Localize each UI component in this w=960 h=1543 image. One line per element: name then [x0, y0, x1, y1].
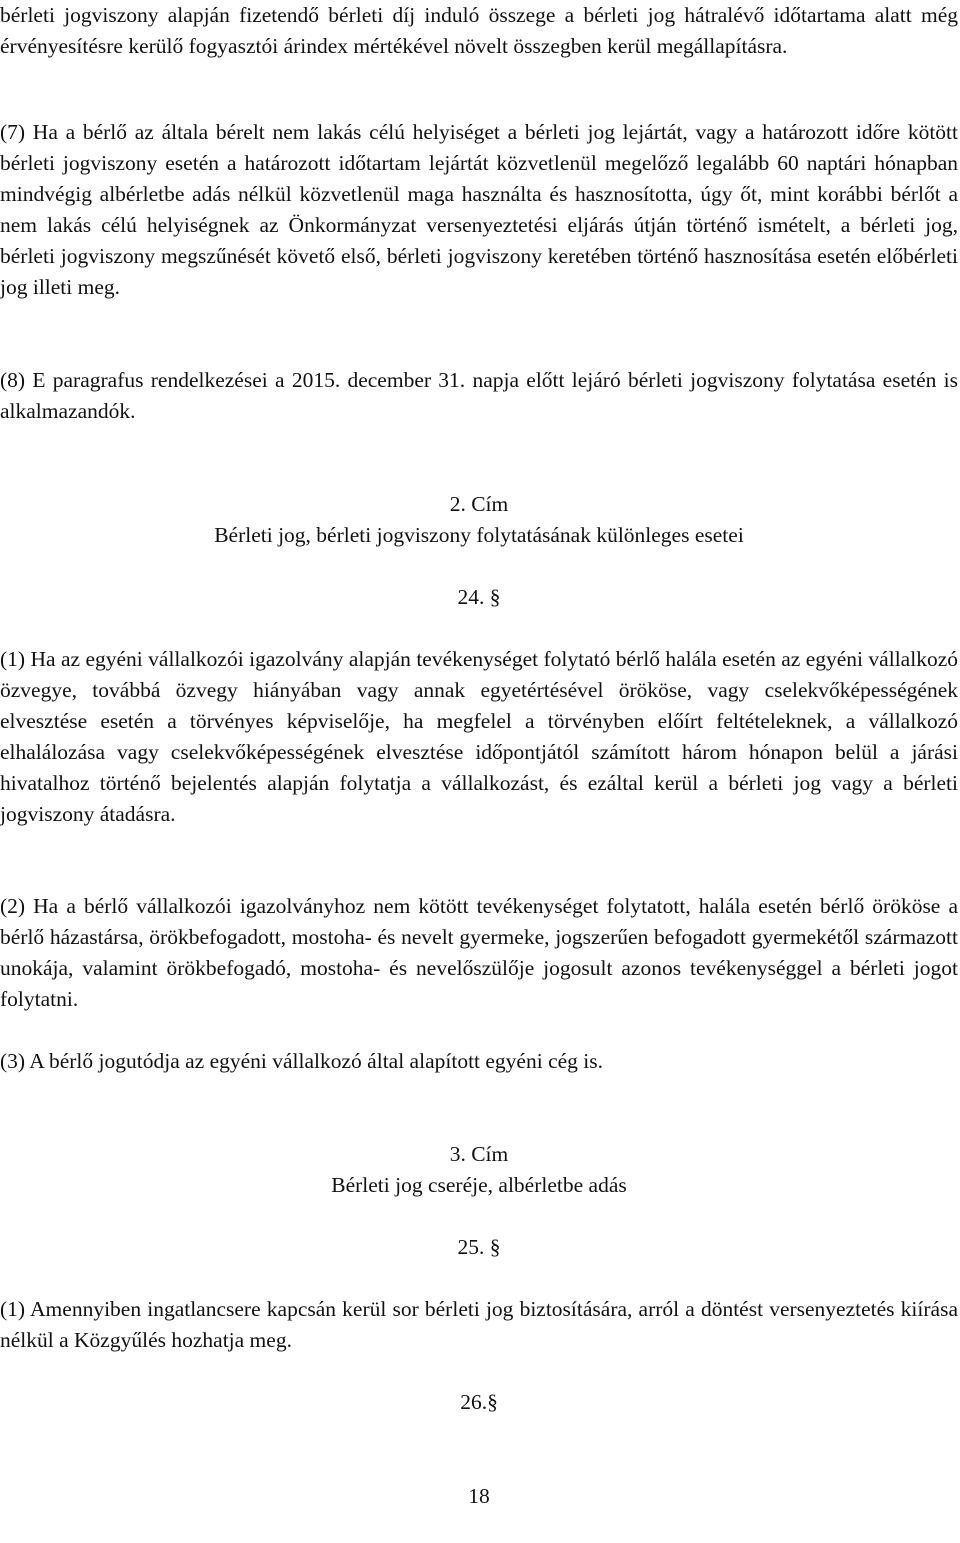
paragraph-24-3: (3) A bérlő jogutódja az egyéni vállalkozó által alapított egyéni cég is.: [0, 1049, 603, 1073]
paragraph-mark-25: 25. §: [457, 1235, 501, 1259]
section-2-number: 2. Cím: [449, 492, 509, 516]
paragraph-continuation: bérleti jogviszony alapján fizetendő bérleti díj induló összege a bérleti jog hátralévő időtartama alatt még érvényesítésre kerülő fogyasztói árindex mértékével növelt összegben kerül megállapításra.: [0, 3, 958, 58]
paragraph-mark-24: 24. §: [457, 585, 501, 609]
section-3-number: 3. Cím: [449, 1142, 509, 1166]
paragraph-8: (8) E paragrafus rendelkezései a 2015. december 31. napja előtt lejáró bérleti jogviszony folytatása esetén is alkalmazandók.: [0, 368, 958, 423]
paragraph-7: (7) Ha a bérlő az általa bérelt nem lakás célú helyiséget a bérleti jog lejártát, vagy a határozott időre kötött bérleti jogviszony esetén a határozott időtartam lejártát közvetlenül megelőző legalább 60 naptári hónapban mindvégig albérletbe adás nélkül közvetlenül maga használta és hasznosította, úgy őt, mint korábbi bérlőt a nem lakás célú helyiségnek az Önkormányzat versenyeztetési eljárás útján történő ismételt, a bérleti jog, bérleti jogviszony megszűnését követő első, bérleti jogviszony keretében történő hasznosítása esetén előbérleti jog illeti meg.: [0, 120, 958, 299]
paragraph-24-2: (2) Ha a bérlő vállalkozói igazolványhoz nem kötött tevékenységet folytatott, halála esetén bérlő örököse a bérlő házastársa, örökbefogadott, mostoha- és nevelt gyermeke, jogszerűen befogadott gyermekétől származott unokája, valamint örökbefogadó, mostoha- és nevelőszülője jogosult azonos tevékenységgel a bérleti jogot folytatni.: [0, 894, 958, 1011]
section-2-title: Bérleti jog, bérleti jogviszony folytatásának különleges esetei: [214, 523, 744, 547]
page-number: 18: [468, 1484, 490, 1508]
paragraph-25-1: (1) Amennyiben ingatlancsere kapcsán kerül sor bérleti jog biztosítására, arról a döntést versenyeztetés kiírása nélkül a Közgyűlés hozhatja meg.: [0, 1297, 958, 1352]
paragraph-mark-26: 26.§: [460, 1390, 498, 1414]
paragraph-24-1: (1) Ha az egyéni vállalkozói igazolvány alapján tevékenységet folytató bérlő halála esetén az egyéni vállalkozó özvegye, továbbá özvegy hiányában vagy annak egyetértésével örököse, vagy cselekvőképességének elvesztése esetén a törvényes képviselője, ha megfelel a törvényben előírt feltételeknek, a vállalkozó elhalálozása vagy cselekvőképességének elvesztése időpontjától számított három hónapon belül a járási hivatalhoz történő bejelentés alapján folytatja a vállalkozást, és ezáltal kerül a bérleti jog vagy a bérleti jogviszony átadásra.: [0, 647, 958, 826]
section-3-title: Bérleti jog cseréje, albérletbe adás: [331, 1173, 627, 1197]
